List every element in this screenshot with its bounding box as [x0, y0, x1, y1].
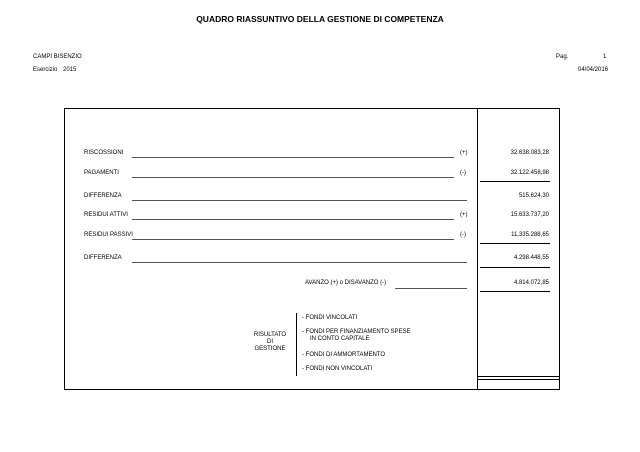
esercizio-year: 2015 [63, 67, 77, 73]
fondi-non-vincolati: - FONDI NON VINCOLATI [302, 366, 373, 372]
avanzo-amount: 4.814.072,85 [513, 280, 549, 286]
differenza-residui-label: DIFFERENZA [84, 255, 122, 261]
residui-passivi-sign: (-) [460, 232, 466, 238]
risultato-divider [296, 313, 297, 376]
residui-attivi-leader [132, 219, 454, 220]
residui-passivi-leader [132, 239, 454, 240]
page-number: 1 [603, 54, 607, 60]
ente-name: CAMPI BISENZIO [33, 54, 82, 60]
fondi-ammortamento: - FONDI DI AMMORTAMENTO [302, 352, 386, 358]
pagamenti-label: PAGAMENTI [84, 170, 119, 176]
page-title: QUADRO RIASSUNTIVO DELLA GESTIONE DI COMPETENZA [196, 14, 444, 24]
risultato-line1: RISULTATO [253, 332, 287, 338]
pagamenti-amount: 32.122.458,98 [510, 170, 549, 176]
risultato-line2: DI [267, 339, 273, 345]
differenza-residui-underline [480, 267, 550, 268]
avanzo-underline [480, 291, 550, 292]
amount-column-divider [477, 108, 478, 390]
pagamenti-leader [132, 177, 454, 178]
differenza-leader [132, 200, 467, 201]
riscossioni-label: RISCOSSIONI [84, 150, 124, 156]
riscossioni-leader [132, 157, 454, 158]
differenza-residui-amount: 4.298.448,55 [513, 255, 549, 261]
report-date: 04/04/2016 [578, 67, 609, 73]
residui-attivi-sign: (+) [460, 212, 468, 218]
summary-table [64, 108, 560, 390]
esercizio-label: Esercizio [33, 67, 58, 73]
differenza-amount: 515.624,30 [518, 193, 549, 199]
avanzo-label: AVANZO (+) o DISAVANZO (-) [305, 280, 387, 286]
avanzo-leader [395, 288, 467, 289]
pagamenti-underline [480, 181, 550, 182]
riscossioni-amount: 32.638.083,28 [510, 150, 549, 156]
residui-passivi-label: RESIDUI PASSIVI [84, 232, 133, 238]
differenza-residui-leader [132, 262, 467, 263]
residui-attivi-amount: 15.633.737,20 [510, 212, 549, 218]
fondi-finanziamento: - FONDI PER FINANZIAMENTO SPESE [302, 329, 411, 335]
riscossioni-sign: (+) [460, 150, 468, 156]
fondi-vincolati: - FONDI VINCOLATI [302, 315, 358, 321]
fondi-conto-capitale: IN CONTO CAPITALE [310, 336, 370, 342]
residui-passivi-amount: 11.335.288,65 [511, 232, 549, 238]
differenza-label: DIFFERENZA [84, 193, 122, 199]
total-double-line-bottom [478, 379, 559, 380]
total-double-line-top [478, 376, 559, 377]
pagamenti-sign: (-) [460, 170, 466, 176]
residui-attivi-label: RESIDUI ATTIVI [84, 212, 128, 218]
page-label: Pag. [556, 54, 569, 60]
residui-passivi-underline [480, 243, 550, 244]
risultato-line3: GESTIONE [254, 346, 286, 352]
